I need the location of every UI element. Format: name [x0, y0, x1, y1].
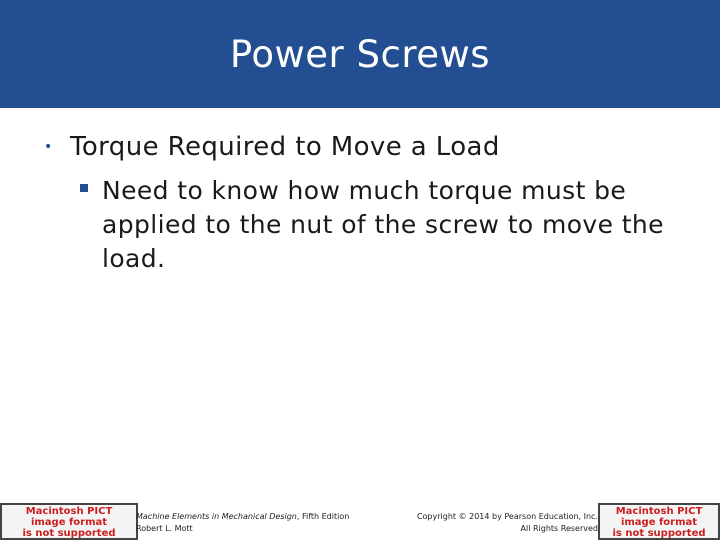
book-author: Robert L. Mott: [136, 524, 193, 533]
title-bar: [0, 0, 720, 108]
footer-book-info: [136, 511, 349, 535]
book-edition: , Fifth Edition: [296, 512, 350, 521]
bullet-level-2: [80, 174, 690, 276]
bullet-level-1: [44, 132, 500, 162]
pict-placeholder-image-right: [598, 503, 720, 540]
pict-line-3: is not supported: [612, 528, 706, 539]
pict-line-1: Macintosh PICT: [25, 506, 113, 517]
footer-copyright: [398, 511, 598, 535]
footer: [0, 500, 720, 540]
bullet-level-1-text: Torque Required to Move a Load: [70, 132, 500, 162]
book-title: Machine Elements in Mechanical Design: [136, 512, 297, 521]
pict-placeholder-image-left: [0, 503, 138, 540]
bullet-level-2-text: Need to know how much torque must be applied to the nut of the screw to move the load.: [102, 176, 664, 273]
pict-line-2: image format: [620, 517, 698, 528]
rights-text: All Rights Reserved: [520, 524, 598, 533]
square-bullet-icon: [80, 184, 102, 192]
pict-line-3: is not supported: [22, 528, 116, 539]
pict-line-1: Macintosh PICT: [615, 506, 703, 517]
copyright-text: Copyright © 2014 by Pearson Education, Inc.: [416, 512, 598, 521]
round-bullet-icon: •: [44, 139, 53, 155]
pict-line-2: image format: [30, 517, 108, 528]
slide-title: Power Screws: [229, 32, 491, 76]
